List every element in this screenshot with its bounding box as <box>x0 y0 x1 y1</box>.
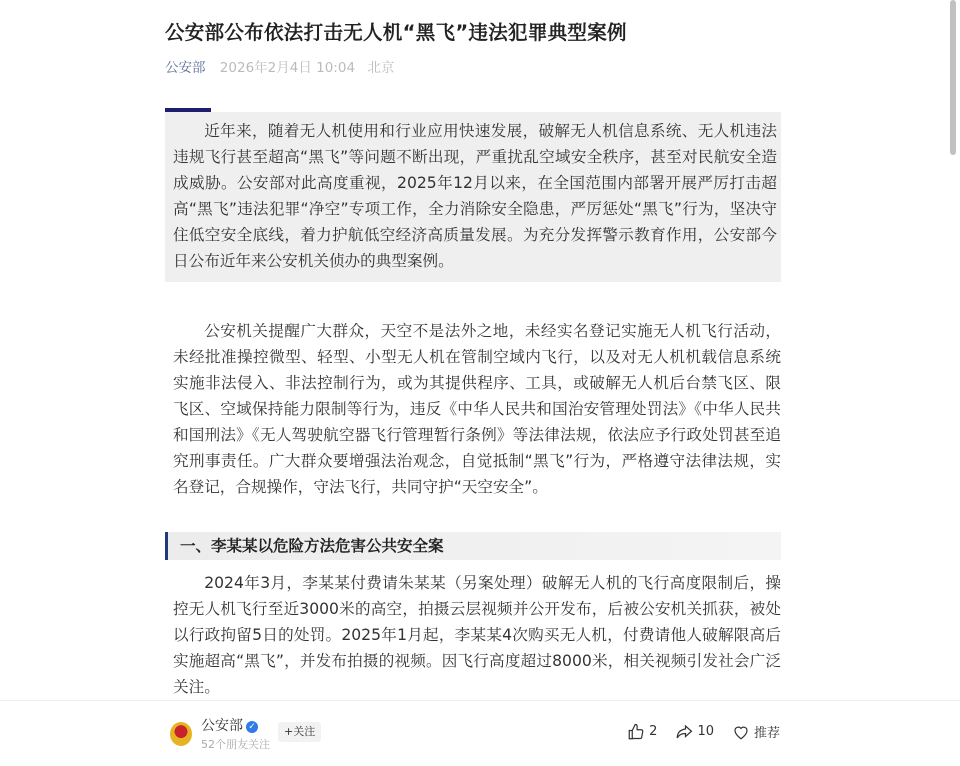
follow-button[interactable]: +关注 <box>278 722 321 742</box>
source-link[interactable]: 公安部 <box>165 60 206 76</box>
verified-icon: ✓ <box>246 721 258 733</box>
account-avatar[interactable] <box>170 722 192 746</box>
article <box>165 0 781 696</box>
article-title: 公安部公布依法打击无人机“黑飞”违法犯罪典型案例 <box>165 21 627 44</box>
account-name-text: 公安部 <box>201 718 243 734</box>
section-text: 2024年3月，李某某付费请朱某某（另案处理）破解无人机的飞行高度限制后，操控无人机飞行至近3000米的高空，拍摄云层视频并公开发布，后被公安机关抓获，被处以行政拘留5日的处罚。2025年1月起，李某某4次购买无人机，付费请他人破解限高后实施超高“黑飞”，并发布拍摄的视频。因飞行高度超过8000米，相关视频引发社会广泛关注。 <box>173 574 781 696</box>
section-paragraph <box>165 570 781 696</box>
recommend-button[interactable] <box>732 722 780 741</box>
action-bar <box>627 722 780 741</box>
location: 北京 <box>367 60 395 76</box>
heart-icon <box>732 723 750 741</box>
share-icon <box>675 723 693 741</box>
paragraph <box>165 318 781 500</box>
account-name[interactable] <box>201 715 258 735</box>
thumbs-up-icon <box>627 723 645 741</box>
like-count: 2 <box>649 724 658 739</box>
article-meta <box>165 58 781 78</box>
summary-box <box>165 112 781 282</box>
publish-date: 2026年2月4日 10:04 <box>219 60 356 76</box>
summary-text: 近年来，随着无人机使用和行业应用快速发展，破解无人机信息系统、无人机违法违规飞行甚至超高“黑飞”等问题不断出现，严重扰乱空域安全秩序，甚至对民航安全造成威胁。公安部对此高度重视，2025年12月以来，在全国范围内部署开展严厉打击超高“黑飞”违法犯罪“净空”专项工作，全力消除安全隐患，严厉惩处“黑飞”行为，坚决守住低空安全底线，着力护航低空经济高质量发展。为充分发挥警示教育作用，公安部今日公布近年来公安机关侦办的典型案例。 <box>173 122 777 270</box>
recommend-label: 推荐 <box>753 726 780 741</box>
like-button[interactable] <box>627 723 657 741</box>
paragraph-text: 公安机关提醒广大群众，天空不是法外之地，未经实名登记实施无人机飞行活动，未经批准操控微型、轻型、小型无人机在管制空域内飞行，以及对无人机机载信息系统实施非法侵入、非法控制行为，或为其提供程序、工具，或破解无人机后台禁飞区、限飞区、空域保持能力限制等行为，违反《中华人民共和国治安管理处罚法》《中华人民共和国刑法》《无人驾驶航空器飞行管理暂行条例》等法律法规，依法应予行政处罚甚至追究刑事责任。广大群众要增强法治观念，自觉抵制“黑飞”行为，严格遵守法律法规，实名登记，合规操作，守法飞行，共同守护“天空安全”。 <box>173 322 781 496</box>
friends-following: 52个朋友关注 <box>201 738 270 751</box>
scrollbar[interactable] <box>950 0 956 155</box>
share-button[interactable] <box>675 723 714 741</box>
footer-bar <box>0 700 960 766</box>
section-heading: 一、李某某以危险方法危害公共安全案 <box>165 532 781 560</box>
share-count: 10 <box>697 724 714 739</box>
